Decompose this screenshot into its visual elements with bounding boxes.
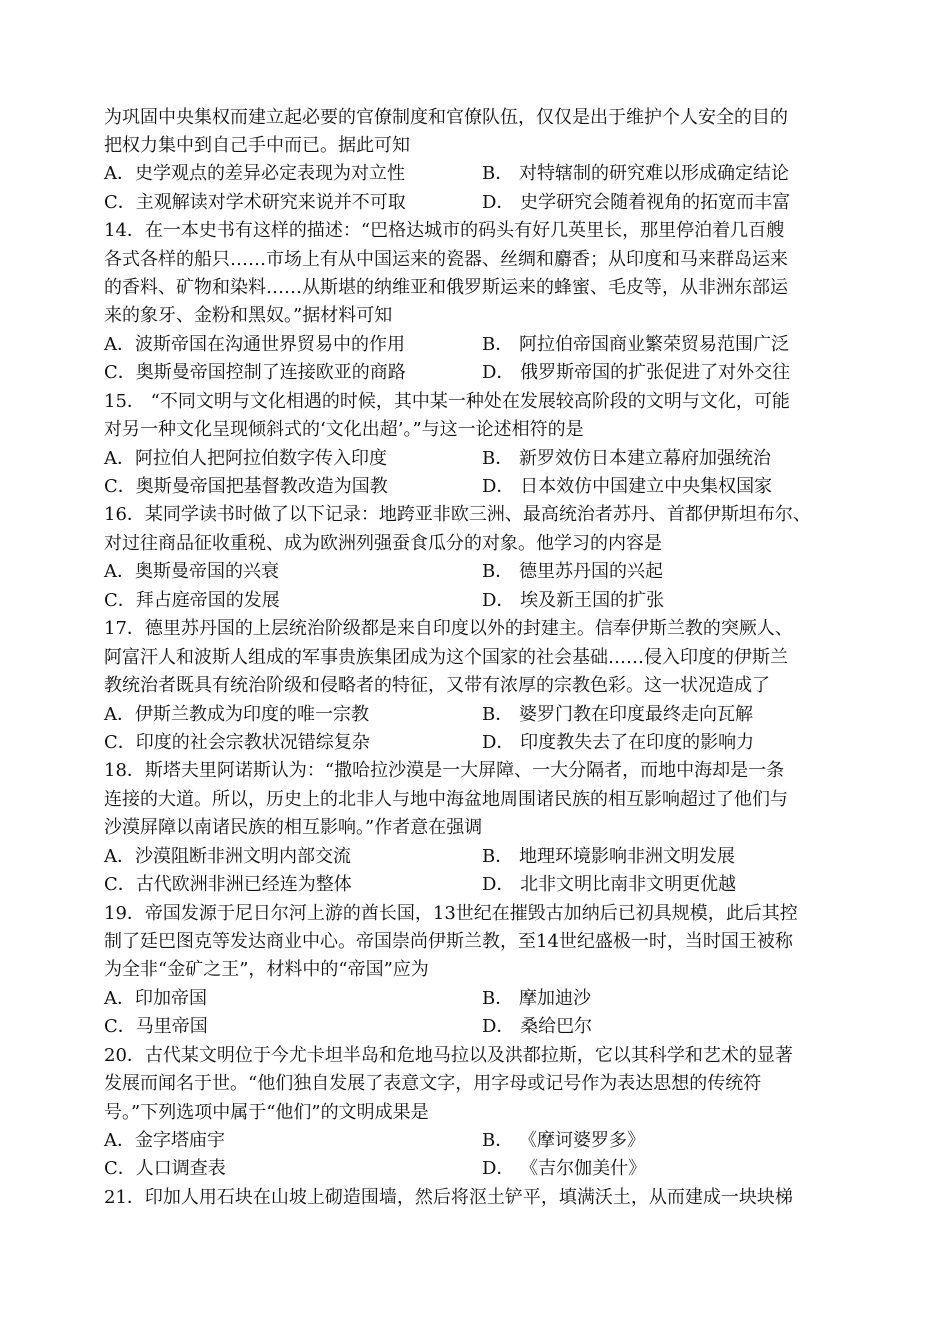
q14-option-d: D． 俄罗斯帝国的扩张促进了对外交往 (482, 362, 791, 383)
q16-option-d: D． 埃及新王国的扩张 (482, 590, 665, 611)
q17-text-line-2: 阿富汗人和波斯人组成的军事贵族集团成为这个国家的社会基础……侵入印度的伊斯兰 (104, 647, 788, 668)
q16-text-line-1: 16．某同学读书时做了以下记录：地跨亚非欧三洲、最高统治者苏丹、首都伊斯坦布尔、 (104, 504, 811, 525)
q18-text-line-2: 连接的大道。所以，历史上的北非人与地中海盆地周围诸民族的相互影响超过了他们与 (104, 789, 788, 810)
q19-option-c: C．马里帝国 (104, 1016, 208, 1037)
q18-option-c: C．古代欧洲非洲已经连为整体 (104, 874, 352, 895)
q14-option-a: A．波斯帝国在沟通世界贸易中的作用 (104, 334, 405, 355)
q15-option-d: D． 日本效仿中国建立中央集权国家 (482, 476, 773, 497)
q20-text-line-1: 20．古代某文明位于今尤卡坦半岛和危地马拉以及洪都拉斯，它以其科学和艺术的显著 (104, 1045, 793, 1066)
q14-text-line-2: 各式各样的船只……市场上有从中国运来的瓷器、丝绸和麝香；从印度和马来群岛运来 (104, 249, 788, 270)
q13-option-c: C．主观解读对学术研究来说并不可取 (104, 192, 406, 213)
q17-option-c: C．印度的社会宗教状况错综复杂 (104, 732, 370, 753)
q18-text-line-3: 沙漠屏障以南诸民族的相互影响。”作者意在强调 (104, 817, 483, 838)
q17-text-line-1: 17．德里苏丹国的上层统治阶级都是来自印度以外的封建主。信奉伊斯兰教的突厥人、 (104, 618, 793, 639)
q19-text-line-2: 制了廷巴图克等发达商业中心。帝国崇尚伊斯兰教，至14世纪盛极一时，当时国王被称 (104, 931, 793, 952)
q15-text-line-2: 对另一种文化呈现倾斜式的‘文化出超’。”与这一论述相符的是 (104, 419, 584, 440)
q20-option-b: B． 《摩诃婆罗多》 (482, 1130, 645, 1151)
q14-option-c: C．奥斯曼帝国控制了连接欧亚的商路 (104, 362, 406, 383)
q20-text-line-2: 发展而闻名于世。“他们独自发展了表意文字，用字母或记号作为表达思想的传统符 (104, 1073, 762, 1094)
q13-option-a: A．史学观点的差异必定表现为对立性 (104, 163, 405, 184)
q19-option-a: A．印加帝国 (104, 988, 207, 1009)
q17-option-d: D． 印度教失去了在印度的影响力 (482, 732, 755, 753)
q16-option-c: C．拜占庭帝国的发展 (104, 590, 280, 611)
q15-option-a: A．阿拉伯人把阿拉伯数字传入印度 (104, 448, 387, 469)
q19-text-line-1: 19．帝国发源于尼日尔河上游的酋长国，13世纪在摧毁古加纳后已初具规模，此后其控 (104, 903, 798, 924)
q19-option-d: D． 桑给巴尔 (482, 1016, 593, 1037)
q16-text-line-2: 对过往商品征收重税、成为欧洲列强蚕食瓜分的对象。他学习的内容是 (104, 533, 662, 554)
q16-option-a: A．奥斯曼帝国的兴衰 (104, 561, 279, 582)
q13-text-line-2: 把权力集中到自己手中而已。据此可知 (104, 135, 410, 156)
q20-option-c: C．人口调查表 (104, 1158, 226, 1179)
q17-text-line-3: 教统治者既具有统治阶级和侵略者的特征，又带有浓厚的宗教色彩。这一状况造成了 (104, 675, 770, 696)
q20-text-line-3: 号。”下列选项中属于“他们”的文明成果是 (104, 1102, 429, 1123)
q18-option-a: A．沙漠阻断非洲文明内部交流 (104, 846, 351, 867)
q21-text-line-1: 21．印加人用石块在山坡上砌造围墙，然后将沤土铲平，填满沃土，从而建成一块块梯 (104, 1187, 793, 1208)
q19-text-line-3: 为全非“金矿之王”，材料中的“帝国”应为 (104, 959, 429, 980)
q20-option-d: D． 《吉尔伽美什》 (482, 1158, 647, 1179)
q17-option-a: A．伊斯兰教成为印度的唯一宗教 (104, 704, 369, 725)
q14-text-line-1: 14．在一本史书有这样的描述：“巴格达城市的码头有好几英里长，那里停泊着几百艘 (104, 220, 785, 241)
q15-text-line-1: 15． “不同文明与文化相遇的时候，其中某一种处在发展较高阶段的文明与文化，可能 (104, 391, 790, 412)
q14-option-b: B． 阿拉伯帝国商业繁荣贸易范围广泛 (482, 334, 789, 355)
q13-option-b: B． 对特辖制的研究难以形成确定结论 (482, 163, 789, 184)
q16-option-b: B． 德里苏丹国的兴起 (482, 561, 663, 582)
q13-option-d: D． 史学研究会随着视角的拓宽而丰富 (482, 192, 791, 213)
q13-text-line-1: 为巩固中央集权而建立起必要的官僚制度和官僚队伍，仅仅是出于维护个人安全的目的 (104, 107, 788, 128)
q18-option-b: B． 地理环境影响非洲文明发展 (482, 846, 735, 867)
q14-text-line-3: 的香料、矿物和染料……从斯堪的纳维亚和俄罗斯运来的蜂蜜、毛皮等，从非洲东部运 (104, 277, 788, 298)
q18-option-d: D． 北非文明比南非文明更优越 (482, 874, 737, 895)
q17-option-b: B． 婆罗门教在印度最终走向瓦解 (482, 704, 753, 725)
q18-text-line-1: 18．斯塔夫里阿诺斯认为：“撒哈拉沙漠是一大屏障、一大分隔者，而地中海却是一条 (104, 760, 785, 781)
q20-option-a: A．金字塔庙宇 (104, 1130, 225, 1151)
q19-option-b: B． 摩加迪沙 (482, 988, 591, 1009)
q14-text-line-4: 来的象牙、金粉和黑奴。”据材料可知 (104, 305, 393, 326)
q15-option-b: B． 新罗效仿日本建立幕府加强统治 (482, 448, 771, 469)
q15-option-c: C．奥斯曼帝国把基督教改造为国教 (104, 476, 388, 497)
